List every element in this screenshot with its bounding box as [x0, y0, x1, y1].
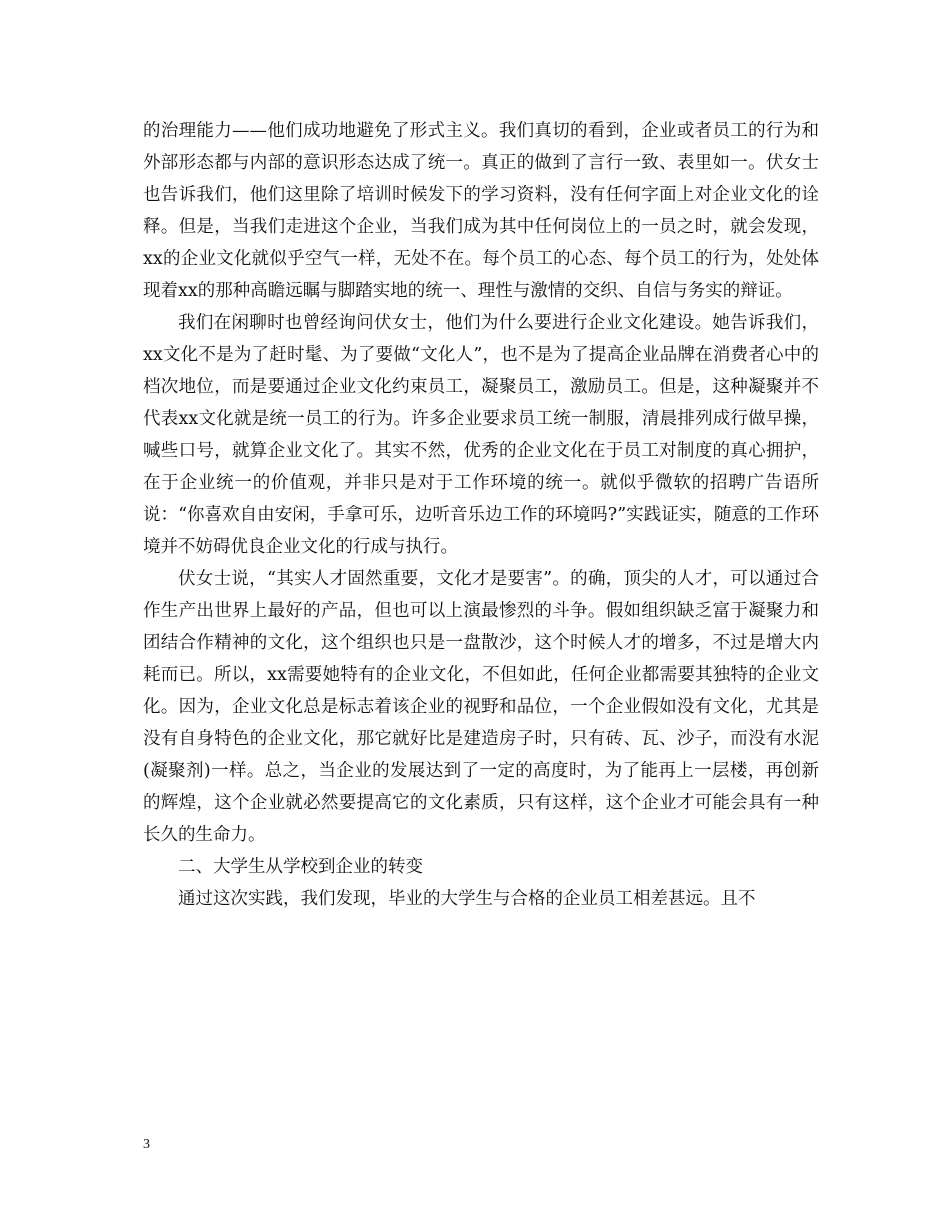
- document-body: [143, 115, 819, 915]
- section-heading: 二、大学生从学校到企业的转变: [178, 857, 423, 877]
- paragraph-1: 的治理能力——他们成功地避免了形式主义。我们真切的看到，企业或者员工的行为和外部形态都与内部的意识形态达成了统一。真正的做到了言行一致、表里如一。伏女士也告诉我们，他们这里除了培训时候发下的学习资料，没有任何字面上对企业文化的诠释。但是，当我们走进这个企业，当我们成为其中任何岗位上的一员之时，就会发现，xx的企业文化就似乎空气一样，无处不在。每个员工的心态、每个员工的行为，处处体现着xx的那种高瞻远瞩与脚踏实地的统一、理性与激情的交织、自信与务实的辩证。: [143, 121, 819, 301]
- paragraph-4: 通过这次实践，我们发现，毕业的大学生与合格的企业员工相差甚远。且不: [178, 889, 756, 909]
- paragraph-2: 我们在闲聊时也曾经询问伏女士，他们为什么要进行企业文化建设。她告诉我们，xx文化不是为了赶时髦、为了要做“文化人”，也不是为了提高企业品牌在消费者心中的档次地位，而是要通过企业文化约束员工，凝聚员工，激励员工。但是，这种凝聚并不代表xx文化就是统一员工的行为。许多企业要求员工统一制服，清晨排列成行做早操，喊些口号，就算企业文化了。其实不然，优秀的企业文化在于员工对制度的真心拥护，在于企业统一的价值观，并非只是对于工作环境的统一。就似乎微软的招聘广告语所说：“你喜欢自由安闲，手拿可乐，边听音乐边工作的环境吗?”实践证实，随意的工作环境并不妨碍优良企业文化的行成与执行。: [143, 313, 819, 557]
- paragraph-3: 伏女士说，“其实人才固然重要，文化才是要害”。的确，顶尖的人才，可以通过合作生产出世界上最好的产品，但也可以上演最惨烈的斗争。假如组织缺乏富于凝聚力和团结合作精神的文化，这个组织也只是一盘散沙，这个时候人才的增多，不过是增大内耗而已。所以，xx需要她特有的企业文化，不但如此，任何企业都需要其独特的企业文化。因为，企业文化总是标志着该企业的视野和品位，一个企业假如没有文化，尤其是没有自身特色的企业文化，那它就好比是建造房子时，只有砖、瓦、沙子，而没有水泥(凝聚剂)一样。总之，当企业的发展达到了一定的高度时，为了能再上一层楼，再创新的辉煌，这个企业就必然要提高它的文化素质，只有这样，这个企业才可能会具有一种长久的生命力。: [143, 569, 819, 845]
- page-number: 3: [143, 1137, 150, 1152]
